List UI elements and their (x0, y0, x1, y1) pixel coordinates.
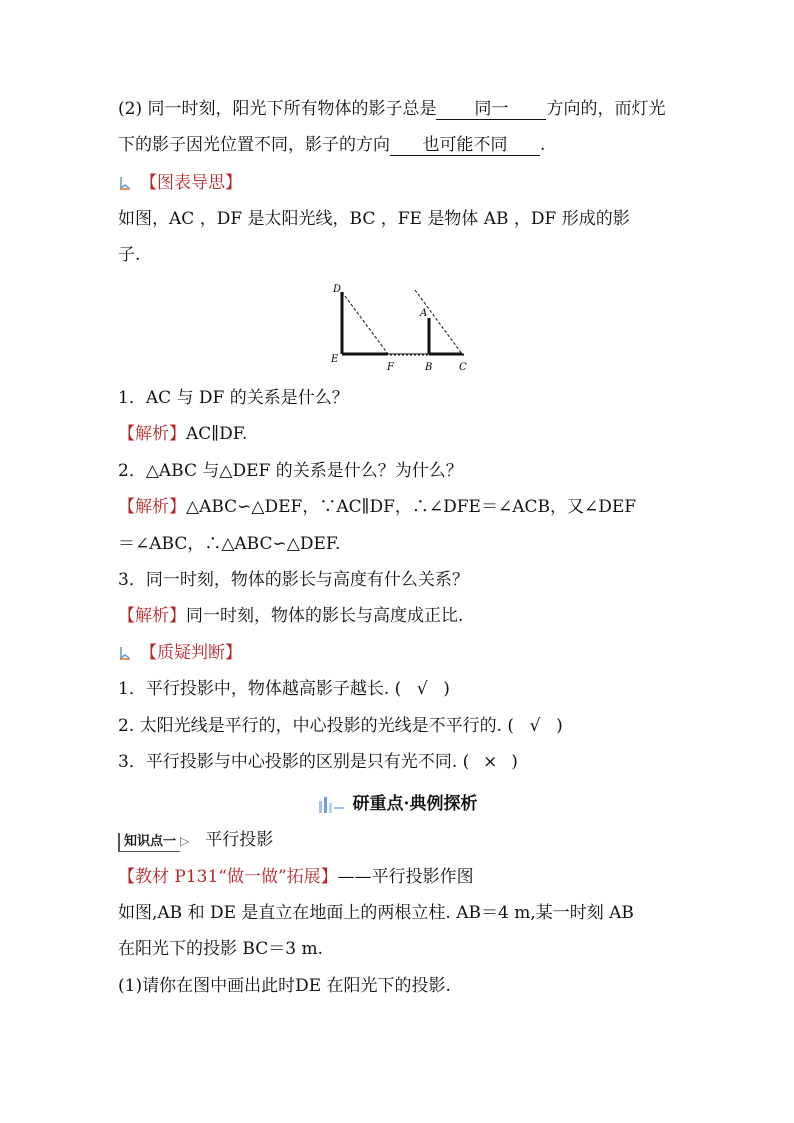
blank-answer: 同一 (436, 99, 546, 120)
heading-text: 【质疑判断】 (140, 643, 242, 663)
shadow-figure (325, 278, 475, 374)
question-1: 1．AC 与 DF 的关系是什么？ (118, 388, 349, 408)
sun-ray-ac (415, 290, 462, 354)
text-segment: 方向的，而灯光 (546, 99, 666, 119)
label-c: C (459, 362, 467, 373)
judge-text: 2. 太阳光线是平行的，中心投影的光线是不平行的. ( (118, 716, 515, 736)
problem-line-3: (1)请你在图中画出此时DE 在阳光下的投影. (118, 976, 451, 996)
judge-mark: × (483, 752, 498, 772)
fill-line-1 (118, 97, 665, 121)
kp-tag: 知识点一 (118, 833, 180, 852)
analysis-tag: 【解析】 (118, 497, 186, 517)
bookmark-icon (118, 645, 132, 661)
answer-text: △ABC∽△DEF，∵AC∥DF，∴∠DFE＝∠ACB，又∠DEF (186, 497, 637, 517)
banner-text: 研重点·典例探析 (352, 794, 478, 814)
judge-item-2 (118, 714, 563, 738)
arrow-icon: ▷ (180, 834, 190, 848)
guide-intro-2: 子. (118, 245, 141, 265)
judge-mark: √ (529, 716, 541, 736)
analysis-tag: 【解析】 (118, 424, 186, 444)
label-e: E (331, 354, 339, 365)
analysis-tag: 【解析】 (118, 606, 186, 626)
section-banner (0, 789, 794, 815)
problem-line-2: 在阳光下的投影 BC＝3 m. (118, 939, 323, 959)
text-segment: 下的影子因光位置不同，影子的方向 (118, 135, 390, 155)
answer-1 (118, 422, 247, 446)
source-title: ——平行投影作图 (337, 867, 474, 887)
bookmark-icon (118, 175, 132, 191)
judge-heading (118, 641, 242, 665)
label-b: B (425, 362, 433, 373)
kp-title: 平行投影 (205, 830, 274, 850)
answer-3 (118, 604, 463, 628)
label-d: D (333, 284, 342, 295)
banner-icon (317, 795, 347, 815)
judge-text: 3．平行投影与中心投影的区别是只有光不同. ( (118, 752, 470, 772)
judge-item-3 (118, 750, 518, 774)
knowledge-point (118, 828, 273, 853)
sun-ray-df (342, 292, 388, 354)
judge-end: ) (443, 679, 450, 699)
source-line (118, 865, 474, 889)
judge-text: 1．平行投影中，物体越高影子越长. ( (118, 679, 402, 699)
source-tag: 【教材 P131“做一做”拓展】 (118, 867, 338, 887)
judge-end: ) (556, 716, 563, 736)
judge-end: ) (511, 752, 518, 772)
question-2: 2．△ABC 与△DEF 的关系是什么？为什么？ (118, 461, 463, 481)
guide-intro-1: 如图，AC ，DF 是太阳光线，BC ，FE 是物体 AB ，DF 形成的影 (118, 209, 630, 229)
answer-text: 同一时刻，物体的影长与高度成正比. (186, 606, 464, 626)
answer-text: AC∥DF. (186, 424, 248, 444)
answer-2-cont: ＝∠ABC，∴△ABC∽△DEF. (118, 534, 341, 554)
label-f: F (387, 362, 394, 373)
question-3: 3．同一时刻，物体的影长与高度有什么关系？ (118, 570, 469, 590)
judge-mark: √ (416, 679, 428, 699)
text-segment: . (540, 135, 546, 155)
judge-item-1 (118, 677, 450, 701)
problem-line-1: 如图,AB 和 DE 是直立在地面上的两根立柱. AB＝4 m,某一时刻 AB (118, 903, 634, 923)
label-a: A (420, 308, 428, 319)
blank-answer: 也可能不同 (390, 135, 540, 156)
guide-heading (118, 171, 242, 195)
fill-line-2 (118, 133, 545, 157)
heading-text: 【图表导思】 (140, 173, 242, 193)
text-segment: (2) 同一时刻，阳光下所有物体的影子总是 (118, 99, 437, 119)
answer-2 (118, 495, 636, 519)
